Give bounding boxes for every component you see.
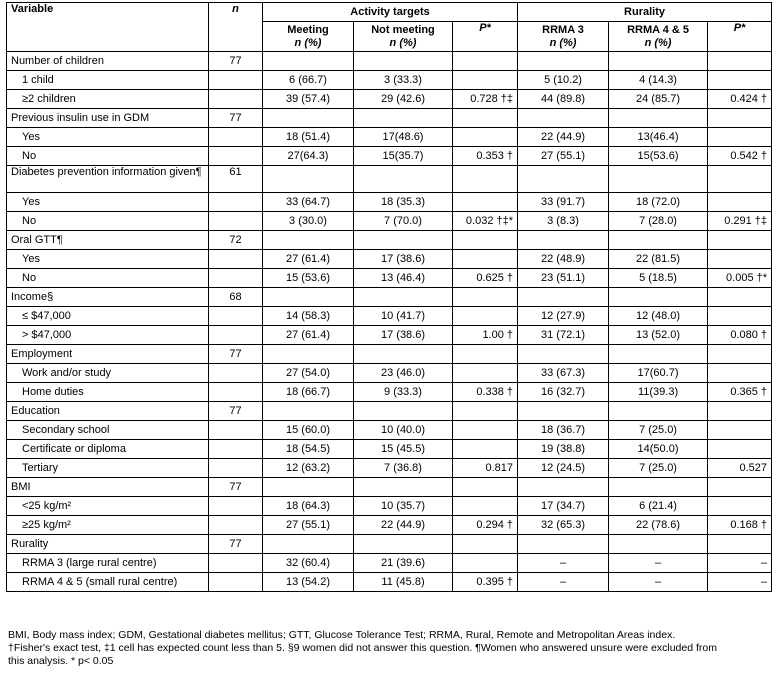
p-value-rurality bbox=[708, 440, 772, 459]
p-value-activity bbox=[453, 250, 518, 269]
empty-cell bbox=[708, 231, 772, 250]
p-value-activity: 0.395 † bbox=[453, 573, 518, 592]
p-value-rurality: 0.424 † bbox=[708, 90, 772, 109]
empty-cell bbox=[609, 166, 708, 193]
p-value-activity: 0.032 †‡* bbox=[453, 212, 518, 231]
empty-cell bbox=[518, 535, 609, 554]
category-row bbox=[7, 250, 772, 269]
category-row bbox=[7, 269, 772, 288]
category-row bbox=[7, 90, 772, 109]
header-meeting bbox=[263, 22, 354, 52]
p-value-rurality: 0.542 † bbox=[708, 147, 772, 166]
category-n-cell bbox=[209, 147, 263, 166]
p-value-rurality: 0.527 bbox=[708, 459, 772, 478]
category-n-cell bbox=[209, 250, 263, 269]
rrma3-value: 17 (34.7) bbox=[518, 497, 609, 516]
p-value-activity: 1.00 † bbox=[453, 326, 518, 345]
empty-cell bbox=[354, 402, 453, 421]
category-label: ≤ $47,000 bbox=[7, 307, 209, 326]
p-value-rurality bbox=[708, 193, 772, 212]
category-label: No bbox=[7, 147, 209, 166]
empty-cell bbox=[453, 535, 518, 554]
empty-cell bbox=[609, 52, 708, 71]
p-value-activity: 0.338 † bbox=[453, 383, 518, 402]
variable-row bbox=[7, 52, 772, 71]
p-value-activity: 0.817 bbox=[453, 459, 518, 478]
variable-n: 77 bbox=[209, 478, 263, 497]
category-row bbox=[7, 421, 772, 440]
not-meeting-value: 21 (39.6) bbox=[354, 554, 453, 573]
empty-cell bbox=[518, 231, 609, 250]
not-meeting-value: 22 (44.9) bbox=[354, 516, 453, 535]
variable-label: Number of children bbox=[7, 52, 209, 71]
header-variable: Variable bbox=[7, 3, 209, 52]
variable-n: 68 bbox=[209, 288, 263, 307]
rrma45-value: 18 (72.0) bbox=[609, 193, 708, 212]
category-n-cell bbox=[209, 71, 263, 90]
meeting-value: 3 (30.0) bbox=[263, 212, 354, 231]
not-meeting-value: 10 (35.7) bbox=[354, 497, 453, 516]
footnote-line-3: this analysis. * p< 0.05 bbox=[8, 655, 114, 667]
not-meeting-value: 9 (33.3) bbox=[354, 383, 453, 402]
variable-label: Diabetes prevention information given¶ bbox=[7, 166, 209, 193]
category-row bbox=[7, 497, 772, 516]
rrma3-value: 5 (10.2) bbox=[518, 71, 609, 90]
meeting-value: 15 (60.0) bbox=[263, 421, 354, 440]
rrma3-value: 32 (65.3) bbox=[518, 516, 609, 535]
not-meeting-value: 11 (45.8) bbox=[354, 573, 453, 592]
category-label: RRMA 3 (large rural centre) bbox=[7, 554, 209, 573]
rrma45-value: 7 (25.0) bbox=[609, 421, 708, 440]
empty-cell bbox=[518, 288, 609, 307]
rrma3-value: 33 (91.7) bbox=[518, 193, 609, 212]
not-meeting-value: 10 (40.0) bbox=[354, 421, 453, 440]
category-label: 1 child bbox=[7, 71, 209, 90]
category-label: Secondary school bbox=[7, 421, 209, 440]
empty-cell bbox=[354, 52, 453, 71]
category-row bbox=[7, 212, 772, 231]
category-label: Yes bbox=[7, 250, 209, 269]
category-label: Tertiary bbox=[7, 459, 209, 478]
category-label: Yes bbox=[7, 128, 209, 147]
empty-cell bbox=[263, 535, 354, 554]
p-value-rurality bbox=[708, 497, 772, 516]
category-label: No bbox=[7, 212, 209, 231]
not-meeting-value: 29 (42.6) bbox=[354, 90, 453, 109]
empty-cell bbox=[453, 231, 518, 250]
footnote-line-1: BMI, Body mass index; GDM, Gestational diabetes mellitus; GTT, Glucose Tolerance Test; RRMA, Rural, Remote and Metropolitan Areas index. bbox=[8, 629, 676, 641]
variable-label: Employment bbox=[7, 345, 209, 364]
empty-cell bbox=[354, 345, 453, 364]
empty-cell bbox=[609, 231, 708, 250]
empty-cell bbox=[453, 166, 518, 193]
meeting-value: 18 (54.5) bbox=[263, 440, 354, 459]
p-value-rurality: 0.168 † bbox=[708, 516, 772, 535]
category-n-cell bbox=[209, 212, 263, 231]
empty-cell bbox=[708, 345, 772, 364]
header-meeting-label: Meeting bbox=[287, 23, 329, 36]
variable-n: 77 bbox=[209, 535, 263, 554]
table-footnote bbox=[8, 629, 770, 668]
empty-cell bbox=[609, 109, 708, 128]
empty-cell bbox=[263, 345, 354, 364]
empty-cell bbox=[609, 288, 708, 307]
variable-label: Income§ bbox=[7, 288, 209, 307]
rrma45-value: 7 (25.0) bbox=[609, 459, 708, 478]
empty-cell bbox=[263, 231, 354, 250]
meeting-value: 27 (61.4) bbox=[263, 250, 354, 269]
category-row bbox=[7, 147, 772, 166]
category-label: Certificate or diploma bbox=[7, 440, 209, 459]
empty-cell bbox=[453, 52, 518, 71]
p-value-activity: 0.728 †‡ bbox=[453, 90, 518, 109]
rrma45-value: 14(50.0) bbox=[609, 440, 708, 459]
rrma45-value: 12 (48.0) bbox=[609, 307, 708, 326]
empty-cell bbox=[518, 52, 609, 71]
rrma45-value: 13(46.4) bbox=[609, 128, 708, 147]
category-n-cell bbox=[209, 90, 263, 109]
table-body bbox=[7, 52, 772, 592]
rrma3-value: 16 (32.7) bbox=[518, 383, 609, 402]
p-value-rurality: 0.365 † bbox=[708, 383, 772, 402]
empty-cell bbox=[518, 345, 609, 364]
empty-cell bbox=[708, 288, 772, 307]
rrma3-value: 31 (72.1) bbox=[518, 326, 609, 345]
p-value-activity: 0.625 † bbox=[453, 269, 518, 288]
header-not-meeting bbox=[354, 22, 453, 52]
empty-cell bbox=[518, 109, 609, 128]
meeting-value: 6 (66.7) bbox=[263, 71, 354, 90]
category-n-cell bbox=[209, 573, 263, 592]
variable-row bbox=[7, 345, 772, 364]
variable-row bbox=[7, 109, 772, 128]
meeting-value: 32 (60.4) bbox=[263, 554, 354, 573]
variable-row bbox=[7, 402, 772, 421]
empty-cell bbox=[609, 345, 708, 364]
rrma45-value: 22 (81.5) bbox=[609, 250, 708, 269]
category-label: Home duties bbox=[7, 383, 209, 402]
rrma45-value: – bbox=[609, 573, 708, 592]
p-value-rurality bbox=[708, 71, 772, 90]
variable-row bbox=[7, 231, 772, 250]
header-n: n bbox=[209, 3, 263, 52]
variable-n: 77 bbox=[209, 345, 263, 364]
empty-cell bbox=[708, 535, 772, 554]
header-rrma3-npct: n (%) bbox=[549, 36, 577, 49]
category-row bbox=[7, 573, 772, 592]
category-label: No bbox=[7, 269, 209, 288]
category-n-cell bbox=[209, 497, 263, 516]
empty-cell bbox=[708, 52, 772, 71]
empty-cell bbox=[263, 52, 354, 71]
header-p-activity: P* bbox=[453, 22, 518, 52]
category-label: ≥2 children bbox=[7, 90, 209, 109]
header-not-meeting-label: Not meeting bbox=[371, 23, 435, 36]
empty-cell bbox=[263, 166, 354, 193]
p-value-activity bbox=[453, 497, 518, 516]
header-rrma3-label: RRMA 3 bbox=[542, 23, 584, 36]
variable-n: 61 bbox=[209, 166, 263, 193]
variable-n: 72 bbox=[209, 231, 263, 250]
empty-cell bbox=[354, 478, 453, 497]
category-n-cell bbox=[209, 383, 263, 402]
not-meeting-value: 15 (45.5) bbox=[354, 440, 453, 459]
p-value-rurality bbox=[708, 364, 772, 383]
meeting-value: 12 (63.2) bbox=[263, 459, 354, 478]
rrma3-value: 27 (55.1) bbox=[518, 147, 609, 166]
category-row bbox=[7, 440, 772, 459]
meeting-value: 18 (51.4) bbox=[263, 128, 354, 147]
category-label: Work and/or study bbox=[7, 364, 209, 383]
category-row bbox=[7, 193, 772, 212]
variable-row bbox=[7, 288, 772, 307]
category-label: > $47,000 bbox=[7, 326, 209, 345]
header-rrma3 bbox=[518, 22, 609, 52]
rrma45-value: 17(60.7) bbox=[609, 364, 708, 383]
p-value-rurality: – bbox=[708, 554, 772, 573]
variable-label: Education bbox=[7, 402, 209, 421]
category-row bbox=[7, 307, 772, 326]
empty-cell bbox=[354, 109, 453, 128]
header-meeting-npct: n (%) bbox=[294, 36, 322, 49]
empty-cell bbox=[609, 402, 708, 421]
meeting-value: 39 (57.4) bbox=[263, 90, 354, 109]
rrma3-value: 22 (44.9) bbox=[518, 128, 609, 147]
variable-label: BMI bbox=[7, 478, 209, 497]
variable-row bbox=[7, 478, 772, 497]
empty-cell bbox=[609, 535, 708, 554]
header-not-meeting-npct: n (%) bbox=[389, 36, 417, 49]
meeting-value: 27 (61.4) bbox=[263, 326, 354, 345]
p-value-activity bbox=[453, 364, 518, 383]
header-rrma45-label: RRMA 4 & 5 bbox=[627, 23, 689, 36]
header-p-rurality: P* bbox=[708, 22, 772, 52]
category-row bbox=[7, 364, 772, 383]
category-n-cell bbox=[209, 128, 263, 147]
category-n-cell bbox=[209, 554, 263, 573]
rrma3-value: 3 (8.3) bbox=[518, 212, 609, 231]
rrma3-value: 22 (48.9) bbox=[518, 250, 609, 269]
category-n-cell bbox=[209, 440, 263, 459]
category-n-cell bbox=[209, 326, 263, 345]
not-meeting-value: 3 (33.3) bbox=[354, 71, 453, 90]
category-label: RRMA 4 & 5 (small rural centre) bbox=[7, 573, 209, 592]
meeting-value: 27(64.3) bbox=[263, 147, 354, 166]
category-label: <25 kg/m² bbox=[7, 497, 209, 516]
variable-n: 77 bbox=[209, 109, 263, 128]
rrma3-value: 12 (27.9) bbox=[518, 307, 609, 326]
empty-cell bbox=[263, 109, 354, 128]
p-value-rurality: 0.080 † bbox=[708, 326, 772, 345]
empty-cell bbox=[453, 478, 518, 497]
p-value-activity bbox=[453, 71, 518, 90]
empty-cell bbox=[354, 166, 453, 193]
category-row bbox=[7, 383, 772, 402]
variable-n: 77 bbox=[209, 52, 263, 71]
empty-cell bbox=[453, 109, 518, 128]
variable-n: 77 bbox=[209, 402, 263, 421]
rrma3-value: – bbox=[518, 573, 609, 592]
rrma3-value: 18 (36.7) bbox=[518, 421, 609, 440]
not-meeting-value: 10 (41.7) bbox=[354, 307, 453, 326]
not-meeting-value: 15(35.7) bbox=[354, 147, 453, 166]
not-meeting-value: 7 (36.8) bbox=[354, 459, 453, 478]
meeting-value: 27 (55.1) bbox=[263, 516, 354, 535]
empty-cell bbox=[518, 166, 609, 193]
category-n-cell bbox=[209, 193, 263, 212]
category-n-cell bbox=[209, 516, 263, 535]
variable-row bbox=[7, 535, 772, 554]
category-n-cell bbox=[209, 307, 263, 326]
empty-cell bbox=[263, 478, 354, 497]
rrma45-value: 4 (14.3) bbox=[609, 71, 708, 90]
p-value-rurality: 0.005 †* bbox=[708, 269, 772, 288]
empty-cell bbox=[708, 166, 772, 193]
meeting-value: 13 (54.2) bbox=[263, 573, 354, 592]
meeting-value: 18 (64.3) bbox=[263, 497, 354, 516]
p-value-rurality bbox=[708, 128, 772, 147]
category-row bbox=[7, 459, 772, 478]
p-value-rurality bbox=[708, 307, 772, 326]
not-meeting-value: 7 (70.0) bbox=[354, 212, 453, 231]
header-rrma45 bbox=[609, 22, 708, 52]
empty-cell bbox=[354, 535, 453, 554]
p-value-activity bbox=[453, 128, 518, 147]
rrma45-value: – bbox=[609, 554, 708, 573]
empty-cell bbox=[708, 402, 772, 421]
category-n-cell bbox=[209, 364, 263, 383]
rrma3-value: 33 (67.3) bbox=[518, 364, 609, 383]
rrma45-value: 6 (21.4) bbox=[609, 497, 708, 516]
footnote-line-2: †Fisher's exact test, ‡1 cell has expected count less than 5. §9 women did not answer this question. ¶Women who answered unsure were excluded from bbox=[8, 642, 717, 654]
category-row bbox=[7, 554, 772, 573]
category-n-cell bbox=[209, 269, 263, 288]
rrma3-value: 12 (24.5) bbox=[518, 459, 609, 478]
rrma45-value: 24 (85.7) bbox=[609, 90, 708, 109]
empty-cell bbox=[518, 402, 609, 421]
empty-cell bbox=[354, 231, 453, 250]
rrma45-value: 7 (28.0) bbox=[609, 212, 708, 231]
category-label: Yes bbox=[7, 193, 209, 212]
p-value-activity bbox=[453, 193, 518, 212]
p-value-activity bbox=[453, 440, 518, 459]
not-meeting-value: 17 (38.6) bbox=[354, 250, 453, 269]
category-label: ≥25 kg/m² bbox=[7, 516, 209, 535]
rrma45-value: 5 (18.5) bbox=[609, 269, 708, 288]
p-value-rurality: 0.291 †‡ bbox=[708, 212, 772, 231]
not-meeting-value: 18 (35.3) bbox=[354, 193, 453, 212]
not-meeting-value: 17 (38.6) bbox=[354, 326, 453, 345]
empty-cell bbox=[453, 402, 518, 421]
header-activity-targets: Activity targets bbox=[263, 3, 518, 22]
not-meeting-value: 17(48.6) bbox=[354, 128, 453, 147]
variable-label: Rurality bbox=[7, 535, 209, 554]
p-value-activity bbox=[453, 421, 518, 440]
meeting-value: 14 (58.3) bbox=[263, 307, 354, 326]
empty-cell bbox=[263, 288, 354, 307]
empty-cell bbox=[609, 478, 708, 497]
results-table bbox=[6, 2, 772, 592]
p-value-activity bbox=[453, 307, 518, 326]
p-value-activity: 0.353 † bbox=[453, 147, 518, 166]
header-rrma45-npct: n (%) bbox=[644, 36, 672, 49]
p-value-activity bbox=[453, 554, 518, 573]
rrma45-value: 15(53.6) bbox=[609, 147, 708, 166]
rrma45-value: 11(39.3) bbox=[609, 383, 708, 402]
meeting-value: 15 (53.6) bbox=[263, 269, 354, 288]
variable-row bbox=[7, 166, 772, 193]
variable-label: Oral GTT¶ bbox=[7, 231, 209, 250]
rrma3-value: 19 (38.8) bbox=[518, 440, 609, 459]
rrma3-value: 44 (89.8) bbox=[518, 90, 609, 109]
empty-cell bbox=[518, 478, 609, 497]
not-meeting-value: 23 (46.0) bbox=[354, 364, 453, 383]
p-value-rurality bbox=[708, 421, 772, 440]
category-n-cell bbox=[209, 421, 263, 440]
empty-cell bbox=[354, 288, 453, 307]
meeting-value: 27 (54.0) bbox=[263, 364, 354, 383]
empty-cell bbox=[453, 345, 518, 364]
category-row bbox=[7, 128, 772, 147]
p-value-activity: 0.294 † bbox=[453, 516, 518, 535]
category-row bbox=[7, 516, 772, 535]
empty-cell bbox=[708, 109, 772, 128]
empty-cell bbox=[263, 402, 354, 421]
category-row bbox=[7, 326, 772, 345]
empty-cell bbox=[708, 478, 772, 497]
category-row bbox=[7, 71, 772, 90]
p-value-rurality: – bbox=[708, 573, 772, 592]
header-rurality: Rurality bbox=[518, 3, 772, 22]
rrma3-value: 23 (51.1) bbox=[518, 269, 609, 288]
rrma45-value: 22 (78.6) bbox=[609, 516, 708, 535]
category-n-cell bbox=[209, 459, 263, 478]
table-header bbox=[7, 3, 772, 52]
not-meeting-value: 13 (46.4) bbox=[354, 269, 453, 288]
variable-label: Previous insulin use in GDM bbox=[7, 109, 209, 128]
meeting-value: 18 (66.7) bbox=[263, 383, 354, 402]
rrma45-value: 13 (52.0) bbox=[609, 326, 708, 345]
empty-cell bbox=[453, 288, 518, 307]
p-value-rurality bbox=[708, 250, 772, 269]
meeting-value: 33 (64.7) bbox=[263, 193, 354, 212]
rrma3-value: – bbox=[518, 554, 609, 573]
